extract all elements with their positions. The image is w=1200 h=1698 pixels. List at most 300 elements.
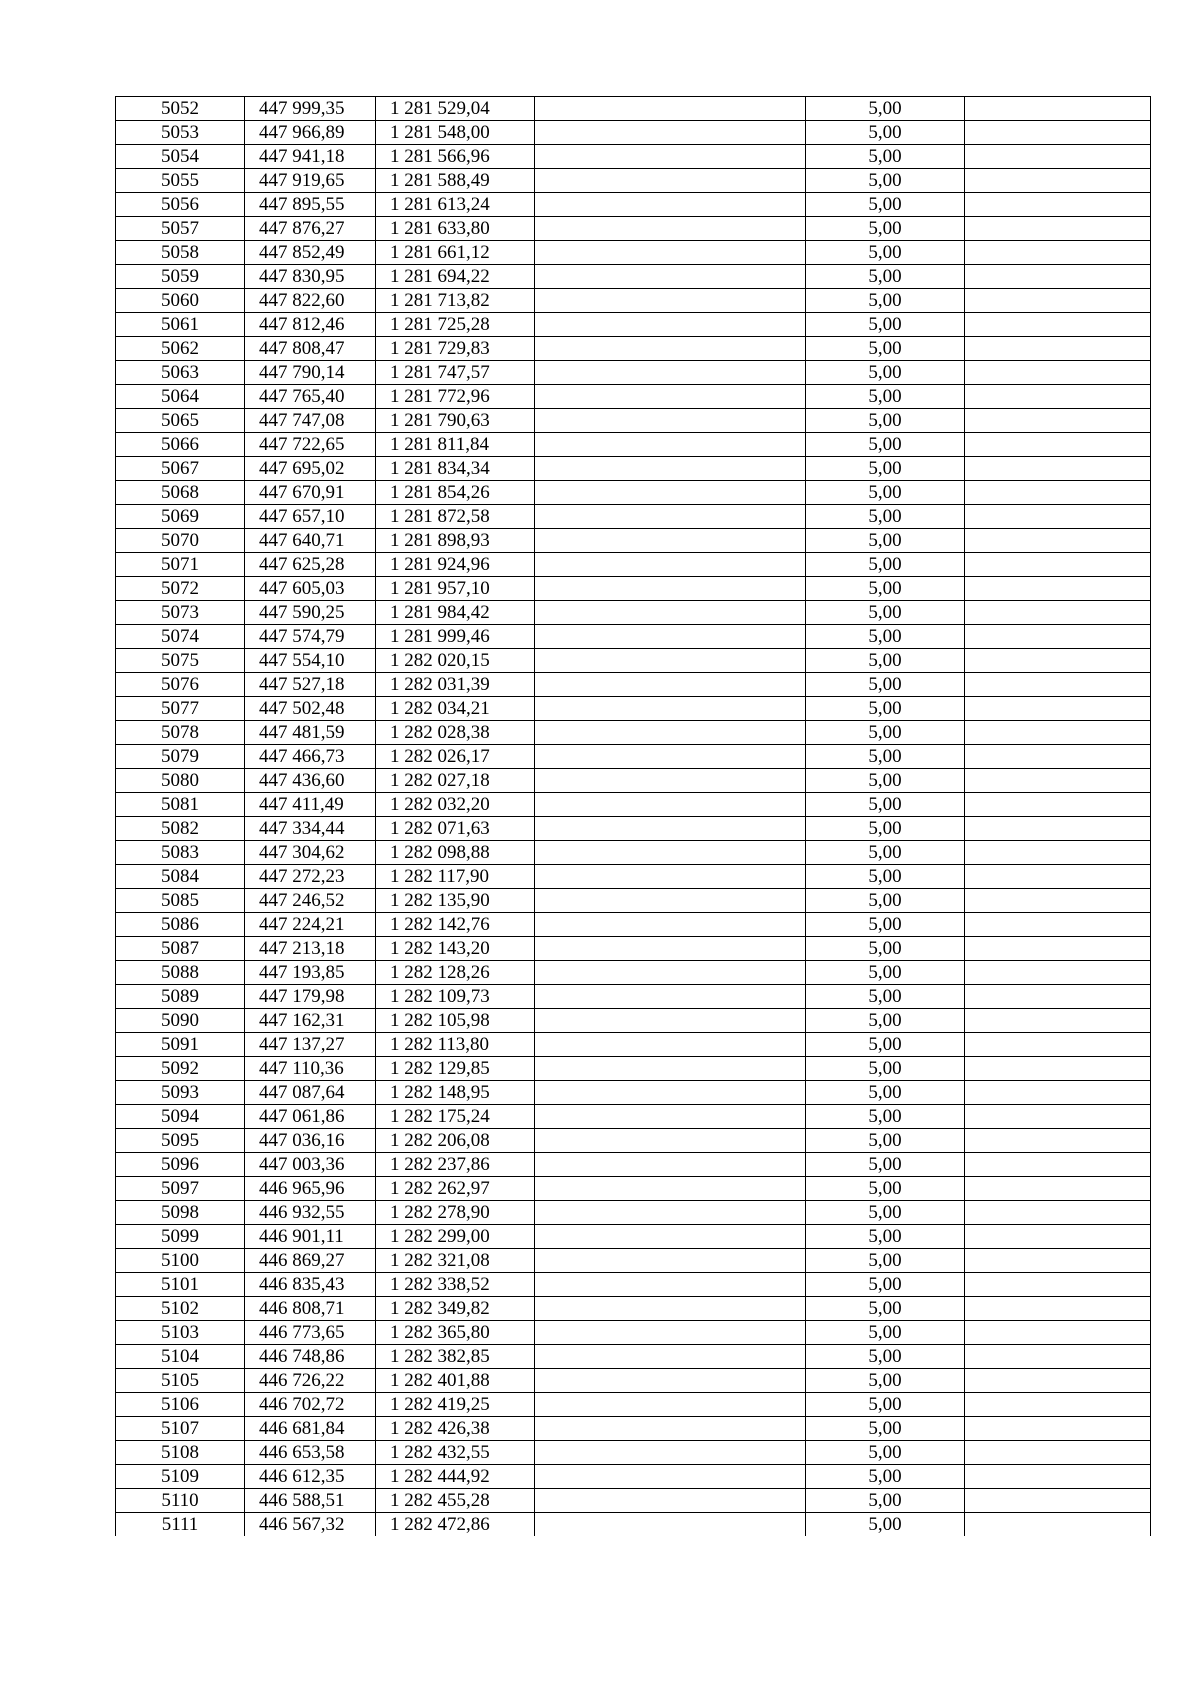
point-number-cell: 5096 <box>116 1153 245 1177</box>
y-coordinate-cell: 1 282 028,38 <box>376 721 535 745</box>
empty-cell <box>965 1201 1151 1225</box>
x-coordinate-cell: 447 162,31 <box>245 1009 376 1033</box>
x-coordinate-cell: 447 852,49 <box>245 241 376 265</box>
table-row <box>116 313 1151 337</box>
empty-cell <box>965 1177 1151 1201</box>
empty-cell <box>965 121 1151 145</box>
precision-cell: 5,00 <box>806 337 965 361</box>
y-coordinate-cell: 1 281 661,12 <box>376 241 535 265</box>
precision-cell: 5,00 <box>806 529 965 553</box>
point-number-cell: 5060 <box>116 289 245 313</box>
empty-cell <box>965 745 1151 769</box>
empty-cell <box>965 385 1151 409</box>
point-number-cell: 5084 <box>116 865 245 889</box>
empty-cell <box>965 529 1151 553</box>
empty-cell <box>965 1417 1151 1441</box>
y-coordinate-cell: 1 282 148,95 <box>376 1081 535 1105</box>
x-coordinate-cell: 446 653,58 <box>245 1441 376 1465</box>
empty-cell <box>535 145 806 169</box>
y-coordinate-cell: 1 282 109,73 <box>376 985 535 1009</box>
empty-cell <box>965 1129 1151 1153</box>
x-coordinate-cell: 447 941,18 <box>245 145 376 169</box>
point-number-cell: 5066 <box>116 433 245 457</box>
empty-cell <box>535 769 806 793</box>
x-coordinate-cell: 446 773,65 <box>245 1321 376 1345</box>
empty-cell <box>965 865 1151 889</box>
empty-cell <box>965 889 1151 913</box>
point-number-cell: 5057 <box>116 217 245 241</box>
x-coordinate-cell: 446 808,71 <box>245 1297 376 1321</box>
table-row <box>116 1105 1151 1129</box>
precision-cell: 5,00 <box>806 697 965 721</box>
point-number-cell: 5109 <box>116 1465 245 1489</box>
empty-cell <box>535 697 806 721</box>
empty-cell <box>535 457 806 481</box>
precision-cell: 5,00 <box>806 1105 965 1129</box>
x-coordinate-cell: 447 466,73 <box>245 745 376 769</box>
point-number-cell: 5053 <box>116 121 245 145</box>
precision-cell: 5,00 <box>806 1345 965 1369</box>
y-coordinate-cell: 1 282 349,82 <box>376 1297 535 1321</box>
precision-cell: 5,00 <box>806 409 965 433</box>
point-number-cell: 5070 <box>116 529 245 553</box>
point-number-cell: 5080 <box>116 769 245 793</box>
table-row <box>116 601 1151 625</box>
table-row <box>116 937 1151 961</box>
x-coordinate-cell: 447 895,55 <box>245 193 376 217</box>
precision-cell: 5,00 <box>806 313 965 337</box>
precision-cell: 5,00 <box>806 1081 965 1105</box>
table-row <box>116 985 1151 1009</box>
y-coordinate-cell: 1 282 027,18 <box>376 769 535 793</box>
empty-cell <box>965 1057 1151 1081</box>
empty-cell <box>965 913 1151 937</box>
point-number-cell: 5076 <box>116 673 245 697</box>
x-coordinate-cell: 447 765,40 <box>245 385 376 409</box>
empty-cell <box>535 1321 806 1345</box>
point-number-cell: 5069 <box>116 505 245 529</box>
table-row <box>116 1465 1151 1489</box>
precision-cell: 5,00 <box>806 1225 965 1249</box>
table-row <box>116 1393 1151 1417</box>
y-coordinate-cell: 1 281 529,04 <box>376 97 535 121</box>
point-number-cell: 5104 <box>116 1345 245 1369</box>
x-coordinate-cell: 446 965,96 <box>245 1177 376 1201</box>
coordinates-table <box>115 96 1151 1536</box>
precision-cell: 5,00 <box>806 625 965 649</box>
x-coordinate-cell: 447 003,36 <box>245 1153 376 1177</box>
x-coordinate-cell: 447 640,71 <box>245 529 376 553</box>
empty-cell <box>535 1201 806 1225</box>
empty-cell <box>965 1105 1151 1129</box>
precision-cell: 5,00 <box>806 1441 965 1465</box>
empty-cell <box>535 913 806 937</box>
x-coordinate-cell: 447 605,03 <box>245 577 376 601</box>
point-number-cell: 5092 <box>116 1057 245 1081</box>
empty-cell <box>965 697 1151 721</box>
x-coordinate-cell: 446 702,72 <box>245 1393 376 1417</box>
table-row <box>116 1153 1151 1177</box>
empty-cell <box>535 193 806 217</box>
x-coordinate-cell: 447 747,08 <box>245 409 376 433</box>
precision-cell: 5,00 <box>806 505 965 529</box>
x-coordinate-cell: 447 670,91 <box>245 481 376 505</box>
empty-cell <box>965 169 1151 193</box>
empty-cell <box>965 505 1151 529</box>
point-number-cell: 5086 <box>116 913 245 937</box>
empty-cell <box>965 937 1151 961</box>
x-coordinate-cell: 447 110,36 <box>245 1057 376 1081</box>
empty-cell <box>965 1393 1151 1417</box>
x-coordinate-cell: 447 334,44 <box>245 817 376 841</box>
x-coordinate-cell: 447 436,60 <box>245 769 376 793</box>
y-coordinate-cell: 1 281 999,46 <box>376 625 535 649</box>
empty-cell <box>965 433 1151 457</box>
x-coordinate-cell: 447 657,10 <box>245 505 376 529</box>
x-coordinate-cell: 447 036,16 <box>245 1129 376 1153</box>
point-number-cell: 5093 <box>116 1081 245 1105</box>
empty-cell <box>965 313 1151 337</box>
point-number-cell: 5103 <box>116 1321 245 1345</box>
table-row <box>116 1249 1151 1273</box>
x-coordinate-cell: 447 554,10 <box>245 649 376 673</box>
table-row <box>116 1321 1151 1345</box>
x-coordinate-cell: 447 722,65 <box>245 433 376 457</box>
x-coordinate-cell: 447 213,18 <box>245 937 376 961</box>
table-row <box>116 457 1151 481</box>
x-coordinate-cell: 446 748,86 <box>245 1345 376 1369</box>
empty-cell <box>965 673 1151 697</box>
y-coordinate-cell: 1 281 725,28 <box>376 313 535 337</box>
empty-cell <box>535 1225 806 1249</box>
y-coordinate-cell: 1 282 032,20 <box>376 793 535 817</box>
point-number-cell: 5102 <box>116 1297 245 1321</box>
x-coordinate-cell: 447 193,85 <box>245 961 376 985</box>
y-coordinate-cell: 1 282 098,88 <box>376 841 535 865</box>
empty-cell <box>965 361 1151 385</box>
y-coordinate-cell: 1 282 278,90 <box>376 1201 535 1225</box>
x-coordinate-cell: 447 502,48 <box>245 697 376 721</box>
empty-cell <box>965 1465 1151 1489</box>
empty-cell <box>535 1369 806 1393</box>
empty-cell <box>965 553 1151 577</box>
table-row <box>116 1081 1151 1105</box>
point-number-cell: 5089 <box>116 985 245 1009</box>
point-number-cell: 5082 <box>116 817 245 841</box>
empty-cell <box>965 1513 1151 1537</box>
precision-cell: 5,00 <box>806 1489 965 1513</box>
empty-cell <box>965 409 1151 433</box>
empty-cell <box>535 289 806 313</box>
table-row <box>116 673 1151 697</box>
table-row <box>116 1273 1151 1297</box>
y-coordinate-cell: 1 282 321,08 <box>376 1249 535 1273</box>
point-number-cell: 5071 <box>116 553 245 577</box>
precision-cell: 5,00 <box>806 913 965 937</box>
table-row <box>116 481 1151 505</box>
empty-cell <box>965 337 1151 361</box>
y-coordinate-cell: 1 282 135,90 <box>376 889 535 913</box>
table-row <box>116 1369 1151 1393</box>
point-number-cell: 5067 <box>116 457 245 481</box>
table-row <box>116 625 1151 649</box>
x-coordinate-cell: 447 224,21 <box>245 913 376 937</box>
empty-cell <box>535 1441 806 1465</box>
y-coordinate-cell: 1 282 419,25 <box>376 1393 535 1417</box>
y-coordinate-cell: 1 282 071,63 <box>376 817 535 841</box>
x-coordinate-cell: 446 567,32 <box>245 1513 376 1537</box>
empty-cell <box>535 97 806 121</box>
x-coordinate-cell: 447 590,25 <box>245 601 376 625</box>
empty-cell <box>965 1009 1151 1033</box>
precision-cell: 5,00 <box>806 169 965 193</box>
table-row <box>116 145 1151 169</box>
empty-cell <box>965 985 1151 1009</box>
empty-cell <box>535 313 806 337</box>
empty-cell <box>535 865 806 889</box>
empty-cell <box>965 1033 1151 1057</box>
precision-cell: 5,00 <box>806 1297 965 1321</box>
empty-cell <box>965 265 1151 289</box>
empty-cell <box>535 553 806 577</box>
point-number-cell: 5062 <box>116 337 245 361</box>
y-coordinate-cell: 1 281 633,80 <box>376 217 535 241</box>
y-coordinate-cell: 1 281 729,83 <box>376 337 535 361</box>
point-number-cell: 5100 <box>116 1249 245 1273</box>
empty-cell <box>965 1273 1151 1297</box>
empty-cell <box>535 217 806 241</box>
y-coordinate-cell: 1 281 984,42 <box>376 601 535 625</box>
point-number-cell: 5072 <box>116 577 245 601</box>
point-number-cell: 5065 <box>116 409 245 433</box>
y-coordinate-cell: 1 281 957,10 <box>376 577 535 601</box>
y-coordinate-cell: 1 282 142,76 <box>376 913 535 937</box>
y-coordinate-cell: 1 282 472,86 <box>376 1513 535 1537</box>
precision-cell: 5,00 <box>806 193 965 217</box>
table-row <box>116 433 1151 457</box>
table-row <box>116 1345 1151 1369</box>
point-number-cell: 5075 <box>116 649 245 673</box>
table-row <box>116 1057 1151 1081</box>
empty-cell <box>535 1009 806 1033</box>
y-coordinate-cell: 1 282 206,08 <box>376 1129 535 1153</box>
empty-cell <box>535 241 806 265</box>
x-coordinate-cell: 447 790,14 <box>245 361 376 385</box>
table-row <box>116 1513 1151 1537</box>
empty-cell <box>535 889 806 913</box>
point-number-cell: 5085 <box>116 889 245 913</box>
precision-cell: 5,00 <box>806 1153 965 1177</box>
empty-cell <box>535 577 806 601</box>
x-coordinate-cell: 447 999,35 <box>245 97 376 121</box>
table-row <box>116 289 1151 313</box>
point-number-cell: 5101 <box>116 1273 245 1297</box>
empty-cell <box>535 1057 806 1081</box>
precision-cell: 5,00 <box>806 457 965 481</box>
point-number-cell: 5090 <box>116 1009 245 1033</box>
precision-cell: 5,00 <box>806 769 965 793</box>
y-coordinate-cell: 1 281 834,34 <box>376 457 535 481</box>
empty-cell <box>535 1081 806 1105</box>
precision-cell: 5,00 <box>806 145 965 169</box>
empty-cell <box>535 1033 806 1057</box>
empty-cell <box>535 1489 806 1513</box>
precision-cell: 5,00 <box>806 889 965 913</box>
precision-cell: 5,00 <box>806 1393 965 1417</box>
precision-cell: 5,00 <box>806 1129 965 1153</box>
x-coordinate-cell: 447 808,47 <box>245 337 376 361</box>
table-row <box>116 193 1151 217</box>
point-number-cell: 5078 <box>116 721 245 745</box>
precision-cell: 5,00 <box>806 1201 965 1225</box>
x-coordinate-cell: 446 612,35 <box>245 1465 376 1489</box>
empty-cell <box>965 1297 1151 1321</box>
precision-cell: 5,00 <box>806 265 965 289</box>
x-coordinate-cell: 447 272,23 <box>245 865 376 889</box>
empty-cell <box>535 169 806 193</box>
point-number-cell: 5099 <box>116 1225 245 1249</box>
point-number-cell: 5107 <box>116 1417 245 1441</box>
point-number-cell: 5088 <box>116 961 245 985</box>
point-number-cell: 5095 <box>116 1129 245 1153</box>
x-coordinate-cell: 447 822,60 <box>245 289 376 313</box>
table-row <box>116 505 1151 529</box>
precision-cell: 5,00 <box>806 1177 965 1201</box>
empty-cell <box>535 529 806 553</box>
y-coordinate-cell: 1 282 113,80 <box>376 1033 535 1057</box>
point-number-cell: 5094 <box>116 1105 245 1129</box>
x-coordinate-cell: 447 574,79 <box>245 625 376 649</box>
table-row <box>116 1033 1151 1057</box>
table-row <box>116 409 1151 433</box>
x-coordinate-cell: 447 876,27 <box>245 217 376 241</box>
table-row <box>116 913 1151 937</box>
empty-cell <box>535 1417 806 1441</box>
point-number-cell: 5110 <box>116 1489 245 1513</box>
x-coordinate-cell: 447 919,65 <box>245 169 376 193</box>
precision-cell: 5,00 <box>806 217 965 241</box>
empty-cell <box>535 1153 806 1177</box>
empty-cell <box>535 1297 806 1321</box>
empty-cell <box>965 1249 1151 1273</box>
empty-cell <box>965 817 1151 841</box>
table-row <box>116 1297 1151 1321</box>
table-row <box>116 265 1151 289</box>
y-coordinate-cell: 1 281 898,93 <box>376 529 535 553</box>
empty-cell <box>535 121 806 145</box>
point-number-cell: 5091 <box>116 1033 245 1057</box>
point-number-cell: 5108 <box>116 1441 245 1465</box>
table-row <box>116 649 1151 673</box>
x-coordinate-cell: 447 966,89 <box>245 121 376 145</box>
empty-cell <box>535 793 806 817</box>
y-coordinate-cell: 1 282 237,86 <box>376 1153 535 1177</box>
y-coordinate-cell: 1 282 105,98 <box>376 1009 535 1033</box>
y-coordinate-cell: 1 282 401,88 <box>376 1369 535 1393</box>
y-coordinate-cell: 1 282 444,92 <box>376 1465 535 1489</box>
precision-cell: 5,00 <box>806 121 965 145</box>
point-number-cell: 5098 <box>116 1201 245 1225</box>
y-coordinate-cell: 1 281 924,96 <box>376 553 535 577</box>
empty-cell <box>535 1105 806 1129</box>
point-number-cell: 5068 <box>116 481 245 505</box>
x-coordinate-cell: 446 588,51 <box>245 1489 376 1513</box>
empty-cell <box>965 481 1151 505</box>
point-number-cell: 5074 <box>116 625 245 649</box>
point-number-cell: 5064 <box>116 385 245 409</box>
point-number-cell: 5079 <box>116 745 245 769</box>
empty-cell <box>535 721 806 745</box>
point-number-cell: 5054 <box>116 145 245 169</box>
point-number-cell: 5061 <box>116 313 245 337</box>
empty-cell <box>965 193 1151 217</box>
y-coordinate-cell: 1 281 613,24 <box>376 193 535 217</box>
table-row <box>116 1417 1151 1441</box>
point-number-cell: 5111 <box>116 1513 245 1537</box>
x-coordinate-cell: 446 932,55 <box>245 1201 376 1225</box>
precision-cell: 5,00 <box>806 553 965 577</box>
precision-cell: 5,00 <box>806 481 965 505</box>
precision-cell: 5,00 <box>806 793 965 817</box>
y-coordinate-cell: 1 281 772,96 <box>376 385 535 409</box>
empty-cell <box>535 985 806 1009</box>
y-coordinate-cell: 1 281 713,82 <box>376 289 535 313</box>
point-number-cell: 5105 <box>116 1369 245 1393</box>
point-number-cell: 5059 <box>116 265 245 289</box>
empty-cell <box>965 649 1151 673</box>
precision-cell: 5,00 <box>806 649 965 673</box>
x-coordinate-cell: 447 481,59 <box>245 721 376 745</box>
table-row <box>116 721 1151 745</box>
empty-cell <box>965 97 1151 121</box>
empty-cell <box>535 481 806 505</box>
precision-cell: 5,00 <box>806 817 965 841</box>
empty-cell <box>535 817 806 841</box>
empty-cell <box>535 937 806 961</box>
table-row <box>116 241 1151 265</box>
table-row <box>116 769 1151 793</box>
precision-cell: 5,00 <box>806 1033 965 1057</box>
table-row <box>116 553 1151 577</box>
empty-cell <box>965 1369 1151 1393</box>
precision-cell: 5,00 <box>806 289 965 313</box>
empty-cell <box>535 745 806 769</box>
table-row <box>116 529 1151 553</box>
empty-cell <box>535 1129 806 1153</box>
table-row <box>116 745 1151 769</box>
point-number-cell: 5055 <box>116 169 245 193</box>
point-number-cell: 5052 <box>116 97 245 121</box>
precision-cell: 5,00 <box>806 961 965 985</box>
empty-cell <box>965 961 1151 985</box>
x-coordinate-cell: 447 179,98 <box>245 985 376 1009</box>
point-number-cell: 5063 <box>116 361 245 385</box>
x-coordinate-cell: 446 901,11 <box>245 1225 376 1249</box>
empty-cell <box>535 1345 806 1369</box>
y-coordinate-cell: 1 281 790,63 <box>376 409 535 433</box>
coordinates-table-body <box>116 97 1151 1537</box>
point-number-cell: 5106 <box>116 1393 245 1417</box>
empty-cell <box>535 625 806 649</box>
x-coordinate-cell: 447 137,27 <box>245 1033 376 1057</box>
precision-cell: 5,00 <box>806 1273 965 1297</box>
x-coordinate-cell: 447 527,18 <box>245 673 376 697</box>
empty-cell <box>535 1249 806 1273</box>
empty-cell <box>965 217 1151 241</box>
y-coordinate-cell: 1 282 455,28 <box>376 1489 535 1513</box>
empty-cell <box>965 1321 1151 1345</box>
empty-cell <box>535 337 806 361</box>
